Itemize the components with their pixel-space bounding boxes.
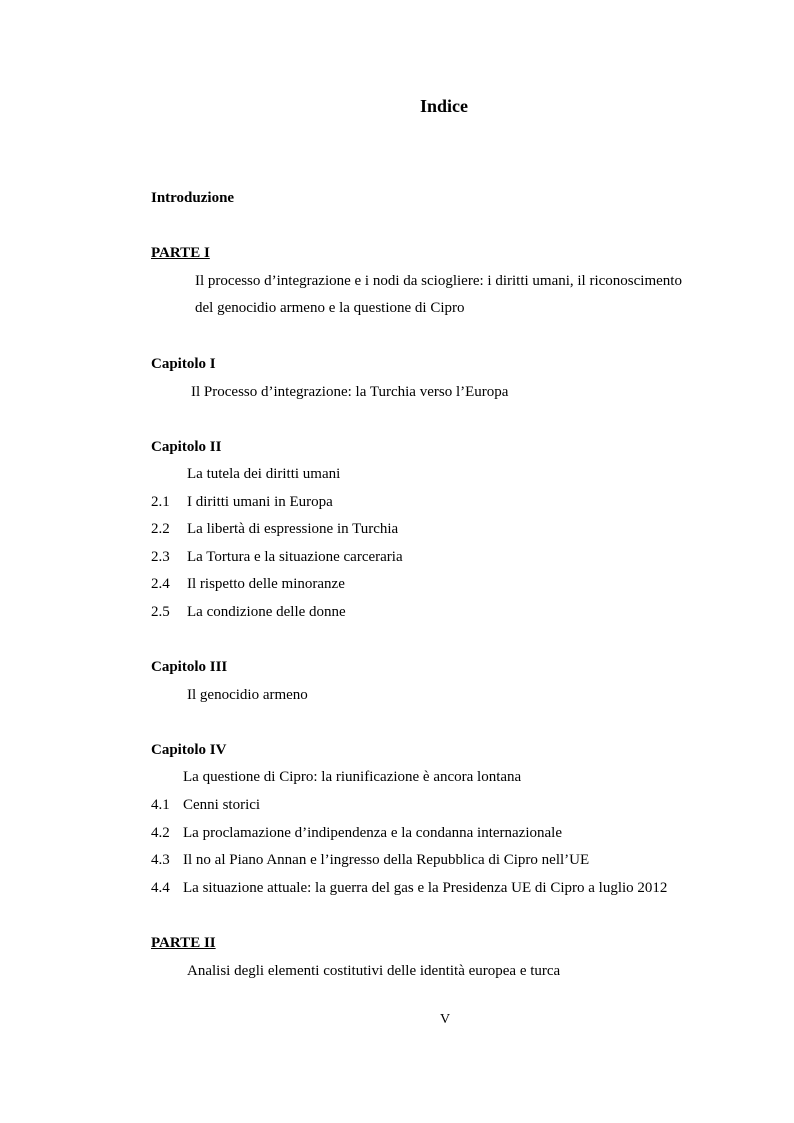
toc-item-title: La condizione delle donne [187,604,346,620]
toc-item: 2.5 [151,604,170,620]
part1-desc-line2: del genocidio armeno e la questione di Cipro [195,300,465,316]
cap1-desc: Il Processo d’integrazione: la Turchia verso l’Europa [191,384,509,400]
toc-item-title: Cenni storici [183,797,261,813]
cap3-desc: Il genocidio armeno [187,687,308,703]
cap4-desc: La questione di Cipro: la riunificazione è ancora lontana [183,769,522,785]
part2-desc: Analisi degli elementi costitutivi delle identità europea e turca [187,963,561,979]
toc-item: 4.2 [151,825,170,841]
toc-item-title: La situazione attuale: la guerra del gas e la Presidenza UE di Cipro a luglio 2012 [183,880,668,896]
toc-item: 2.4 [151,576,170,592]
part2-heading: PARTE II [151,935,216,951]
toc-item-title: Il no al Piano Annan e l’ingresso della Repubblica di Cipro nell’UE [183,852,590,868]
part1-heading: PARTE I [151,245,210,261]
page-title: Indice [420,96,469,116]
intro-heading: Introduzione [151,190,235,206]
toc-item-title: I diritti umani in Europa [187,494,333,510]
toc-item: 2.2 [151,521,170,537]
toc-item-title: La Tortura e la situazione carceraria [187,549,403,565]
cap2-heading: Capitolo II [151,439,222,455]
part1-desc-line1: Il processo d’integrazione e i nodi da sciogliere: i diritti umani, il riconoscimento [195,273,682,289]
cap3-heading: Capitolo III [151,659,228,675]
page-number: V [440,1012,451,1027]
toc-item: 4.1 [151,797,170,813]
toc-item-title: La proclamazione d’indipendenza e la condanna internazionale [183,825,562,841]
toc-item-title: La libertà di espressione in Turchia [187,521,399,537]
toc-item: 4.4 [151,880,170,896]
toc-item-title: Il rispetto delle minoranze [187,576,345,592]
cap2-desc: La tutela dei diritti umani [187,466,341,482]
cap1-heading: Capitolo I [151,356,216,372]
toc-item: 2.1 [151,494,170,510]
toc-item: 4.3 [151,852,170,868]
toc-item: 2.3 [151,549,170,565]
cap4-heading: Capitolo IV [151,742,227,758]
